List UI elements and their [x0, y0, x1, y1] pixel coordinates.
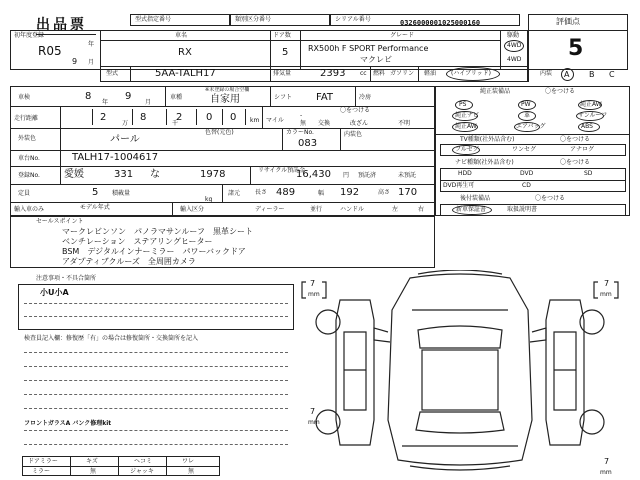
first-reg-month: 9 [72, 57, 78, 66]
capacity-value: 5 [92, 187, 99, 198]
sales-line-2: ベンチレーション ステアリングヒーター [62, 237, 213, 246]
equip-pw: PW [521, 101, 531, 108]
model-value: RX [178, 47, 192, 58]
windshield-note: フロントガラスA バンク修理kit [24, 420, 112, 427]
cc-value: 2393 [320, 68, 346, 79]
plate-region: 愛媛 [64, 169, 84, 180]
chassis-value: TALH17-1004617 [72, 152, 159, 163]
tread-front-left: 7 [310, 279, 316, 288]
sales-line-1: マークレビンソン パノラマサンルーフ 黒革シート [62, 227, 253, 236]
recycle-value: 16,430 [296, 169, 331, 180]
shift-value: FAT [316, 92, 334, 103]
inspection-year: 8 [85, 91, 92, 102]
grade-name: RX500h F SPORT Performance [308, 44, 429, 53]
doors-value: 5 [282, 47, 289, 58]
notes-content: 小U小A [40, 288, 69, 297]
type-value: 5AA-TALH17 [155, 68, 216, 79]
notes-title: 注意事項・不具合箇所 [36, 275, 97, 282]
tread-rear-right: 7 [604, 457, 610, 466]
sales-points-title: セールスポイント [36, 218, 84, 225]
height-value: 170 [398, 187, 418, 198]
form-label-1: 型式指定番号 [135, 16, 172, 23]
serial-number: 0326000001025000160 [400, 19, 481, 27]
color-code-value: 083 [298, 138, 318, 149]
interior-grade-a: A [564, 70, 570, 79]
tread-front-right: 7 [604, 279, 610, 288]
model-label: 車名 [175, 32, 188, 39]
hybrid-value: (ハイブリッド) [451, 70, 492, 77]
sales-line-4: アダプティブクルーズ 全周囲カメラ [62, 257, 196, 266]
first-reg-year: R05 [38, 44, 62, 58]
use-value: 自家用 [210, 94, 240, 105]
grade-value: 5 [568, 36, 584, 61]
fuel-value: ガソリン [390, 70, 415, 77]
sales-line-3: BSM デジタルインナーミラー パワーバックドア [62, 247, 246, 256]
first-reg-label: 初年度登録 [14, 32, 45, 39]
grade-sub: マクレビ [360, 55, 392, 64]
doc-title: 出品票 [36, 17, 87, 33]
inspection-month: 9 [125, 91, 132, 102]
tread-rear-left: 7 [310, 407, 316, 416]
exterior-value: パール [110, 134, 140, 145]
grade-label: 評価点 [556, 17, 580, 26]
form-label-2: 類別区分番号 [235, 16, 272, 23]
car-diagram [300, 270, 620, 475]
form-label-3: シリアル番号 [335, 16, 371, 23]
drive-value: 4WD [507, 42, 522, 49]
inspector-title: 検査員記入欄：修復歴「有」の場合は修復箇所・交換箇所を記入 [24, 335, 199, 342]
length-value: 489 [276, 187, 296, 198]
equip-ps: PS [459, 101, 467, 108]
width-value: 192 [340, 187, 360, 198]
